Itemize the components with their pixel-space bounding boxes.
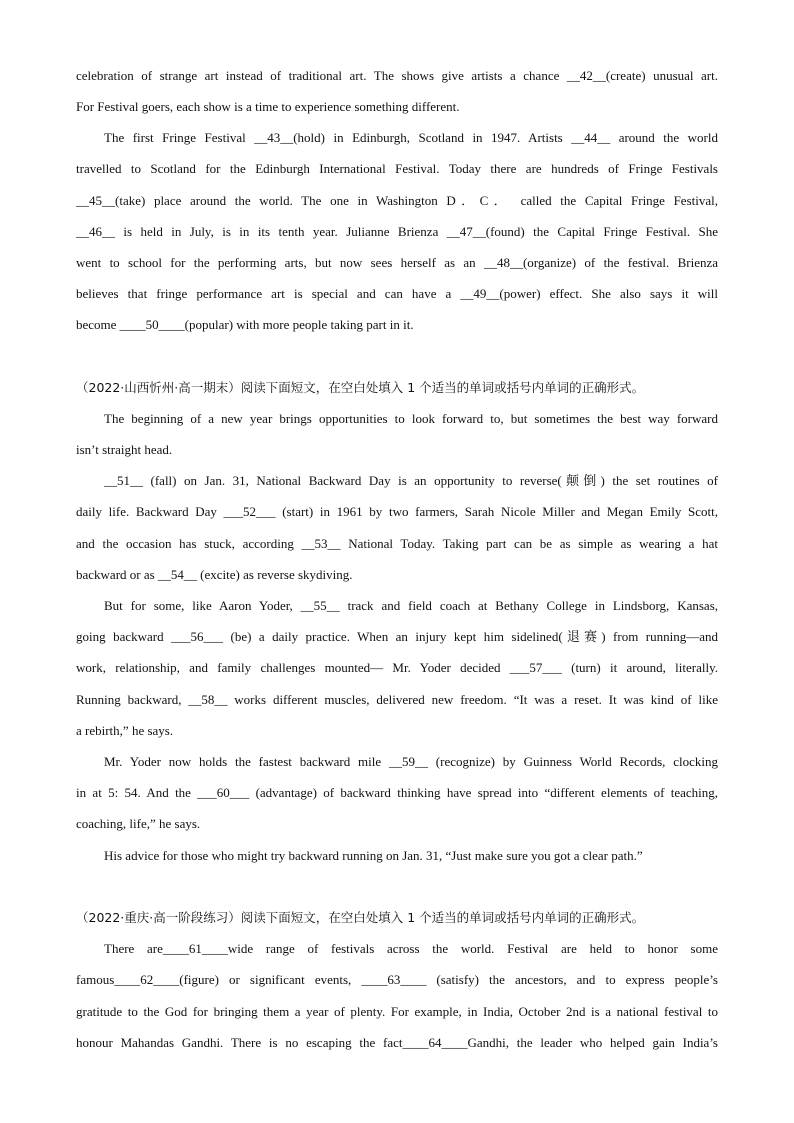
passage1-line: travelled to Scotland for the Edinburgh International Festival. Today there are hundreds of Fringe Festivals (76, 161, 718, 176)
passage3-line: There are____61____wide range of festivals across the world. Festival are held to honor some (104, 941, 718, 956)
passage2-line: coaching, life,” he says. (76, 816, 201, 831)
passage1-line: For Festival goers, each show is a time to experience something different. (76, 99, 460, 114)
passage3-line: honour Mahandas Gandhi. There is no escaping the fact____64____Gandhi, the leader who helped gain India’s (76, 1035, 718, 1050)
passage1-line: __45__(take) place around the world. The one in Washington D．C． called the Capital Fringe Festival, (76, 193, 718, 208)
passage1-line: celebration of strange art instead of traditional art. The shows give artists a chance __42__(create) unusual art. (76, 68, 718, 83)
passage2-line: Running backward, __58__ works different muscles, delivered new freedom. “It was a reset. It was kind of like (76, 692, 718, 707)
passage1-line: become ____50____(popular) with more people taking part in it. (76, 317, 414, 332)
passage2-line: in at 5: 54. And the ___60___ (advantage) of backward thinking have spread into “different elements of teaching, (76, 785, 718, 800)
passage2-line: __51__ (fall) on Jan. 31, National Backward Day is an opportunity to reverse(颠倒) the set routines of (104, 473, 718, 488)
passage3-heading: （2022·重庆·高一阶段练习）阅读下面短文，在空白处填入 1 个适当的单词或括号内单词的正确形式。 (76, 910, 645, 925)
passage2-line: a rebirth,” he says. (76, 723, 174, 738)
passage2-line: Mr. Yoder now holds the fastest backward mile __59__ (recognize) by Guinness World Records, clocking (104, 754, 718, 769)
passage2-line: going backward ___56___ (be) a daily practice. When an injury kept him sidelined(退赛) from running—and (76, 629, 718, 644)
passage2-line: work, relationship, and family challenges mounted— Mr. Yoder decided ___57___ (turn) it around, literally. (76, 660, 718, 675)
passage3-line: gratitude to the God for bringing them a year of plenty. For example, in India, October 2nd is a national festival to (76, 1004, 718, 1019)
passage1-line: __46__ is held in July, is in its tenth year. Julianne Brienza __47__(found) the Capital Fringe Festival. She (76, 224, 718, 239)
passage3-line: famous____62____(figure) or significant events, ____63____ (satisfy) the ancestors, and to express people’s (76, 972, 718, 987)
passage2-line: backward or as __54__ (excite) as reverse skydiving. (76, 567, 353, 582)
passage2-heading: （2022·山西忻州·高一期末）阅读下面短文，在空白处填入 1 个适当的单词或括号内单词的正确形式。 (76, 380, 645, 395)
passage2-line: The beginning of a new year brings opportunities to look forward to, but sometimes the best way forward (104, 411, 718, 426)
passage2-line: But for some, like Aaron Yoder, __55__ track and field coach at Bethany College in Lindsborg, Kansas, (104, 598, 718, 613)
passage1-line: The first Fringe Festival __43__(hold) in Edinburgh, Scotland in 1947. Artists __44__ around the world (104, 130, 718, 145)
passage2-line: daily life. Backward Day ___52___ (start) in 1961 by two farmers, Sarah Nicole Miller and Megan Emily Scott, (76, 504, 718, 519)
passage2-line: His advice for those who might try backward running on Jan. 31, “Just make sure you got a clear path.” (104, 848, 643, 863)
passage1-line: went to school for the performing arts, but now sees herself as an __48__(organize) of the festival. Brienza (76, 255, 718, 270)
passage2-line: and the occasion has stuck, according __53__ National Today. Taking part can be as simple as wearing a hat (76, 536, 718, 551)
passage1-line: believes that fringe performance art is special and can have a __49__(power) effect. She also says it will (76, 286, 718, 301)
passage2-line: isn’t straight head. (76, 442, 173, 457)
